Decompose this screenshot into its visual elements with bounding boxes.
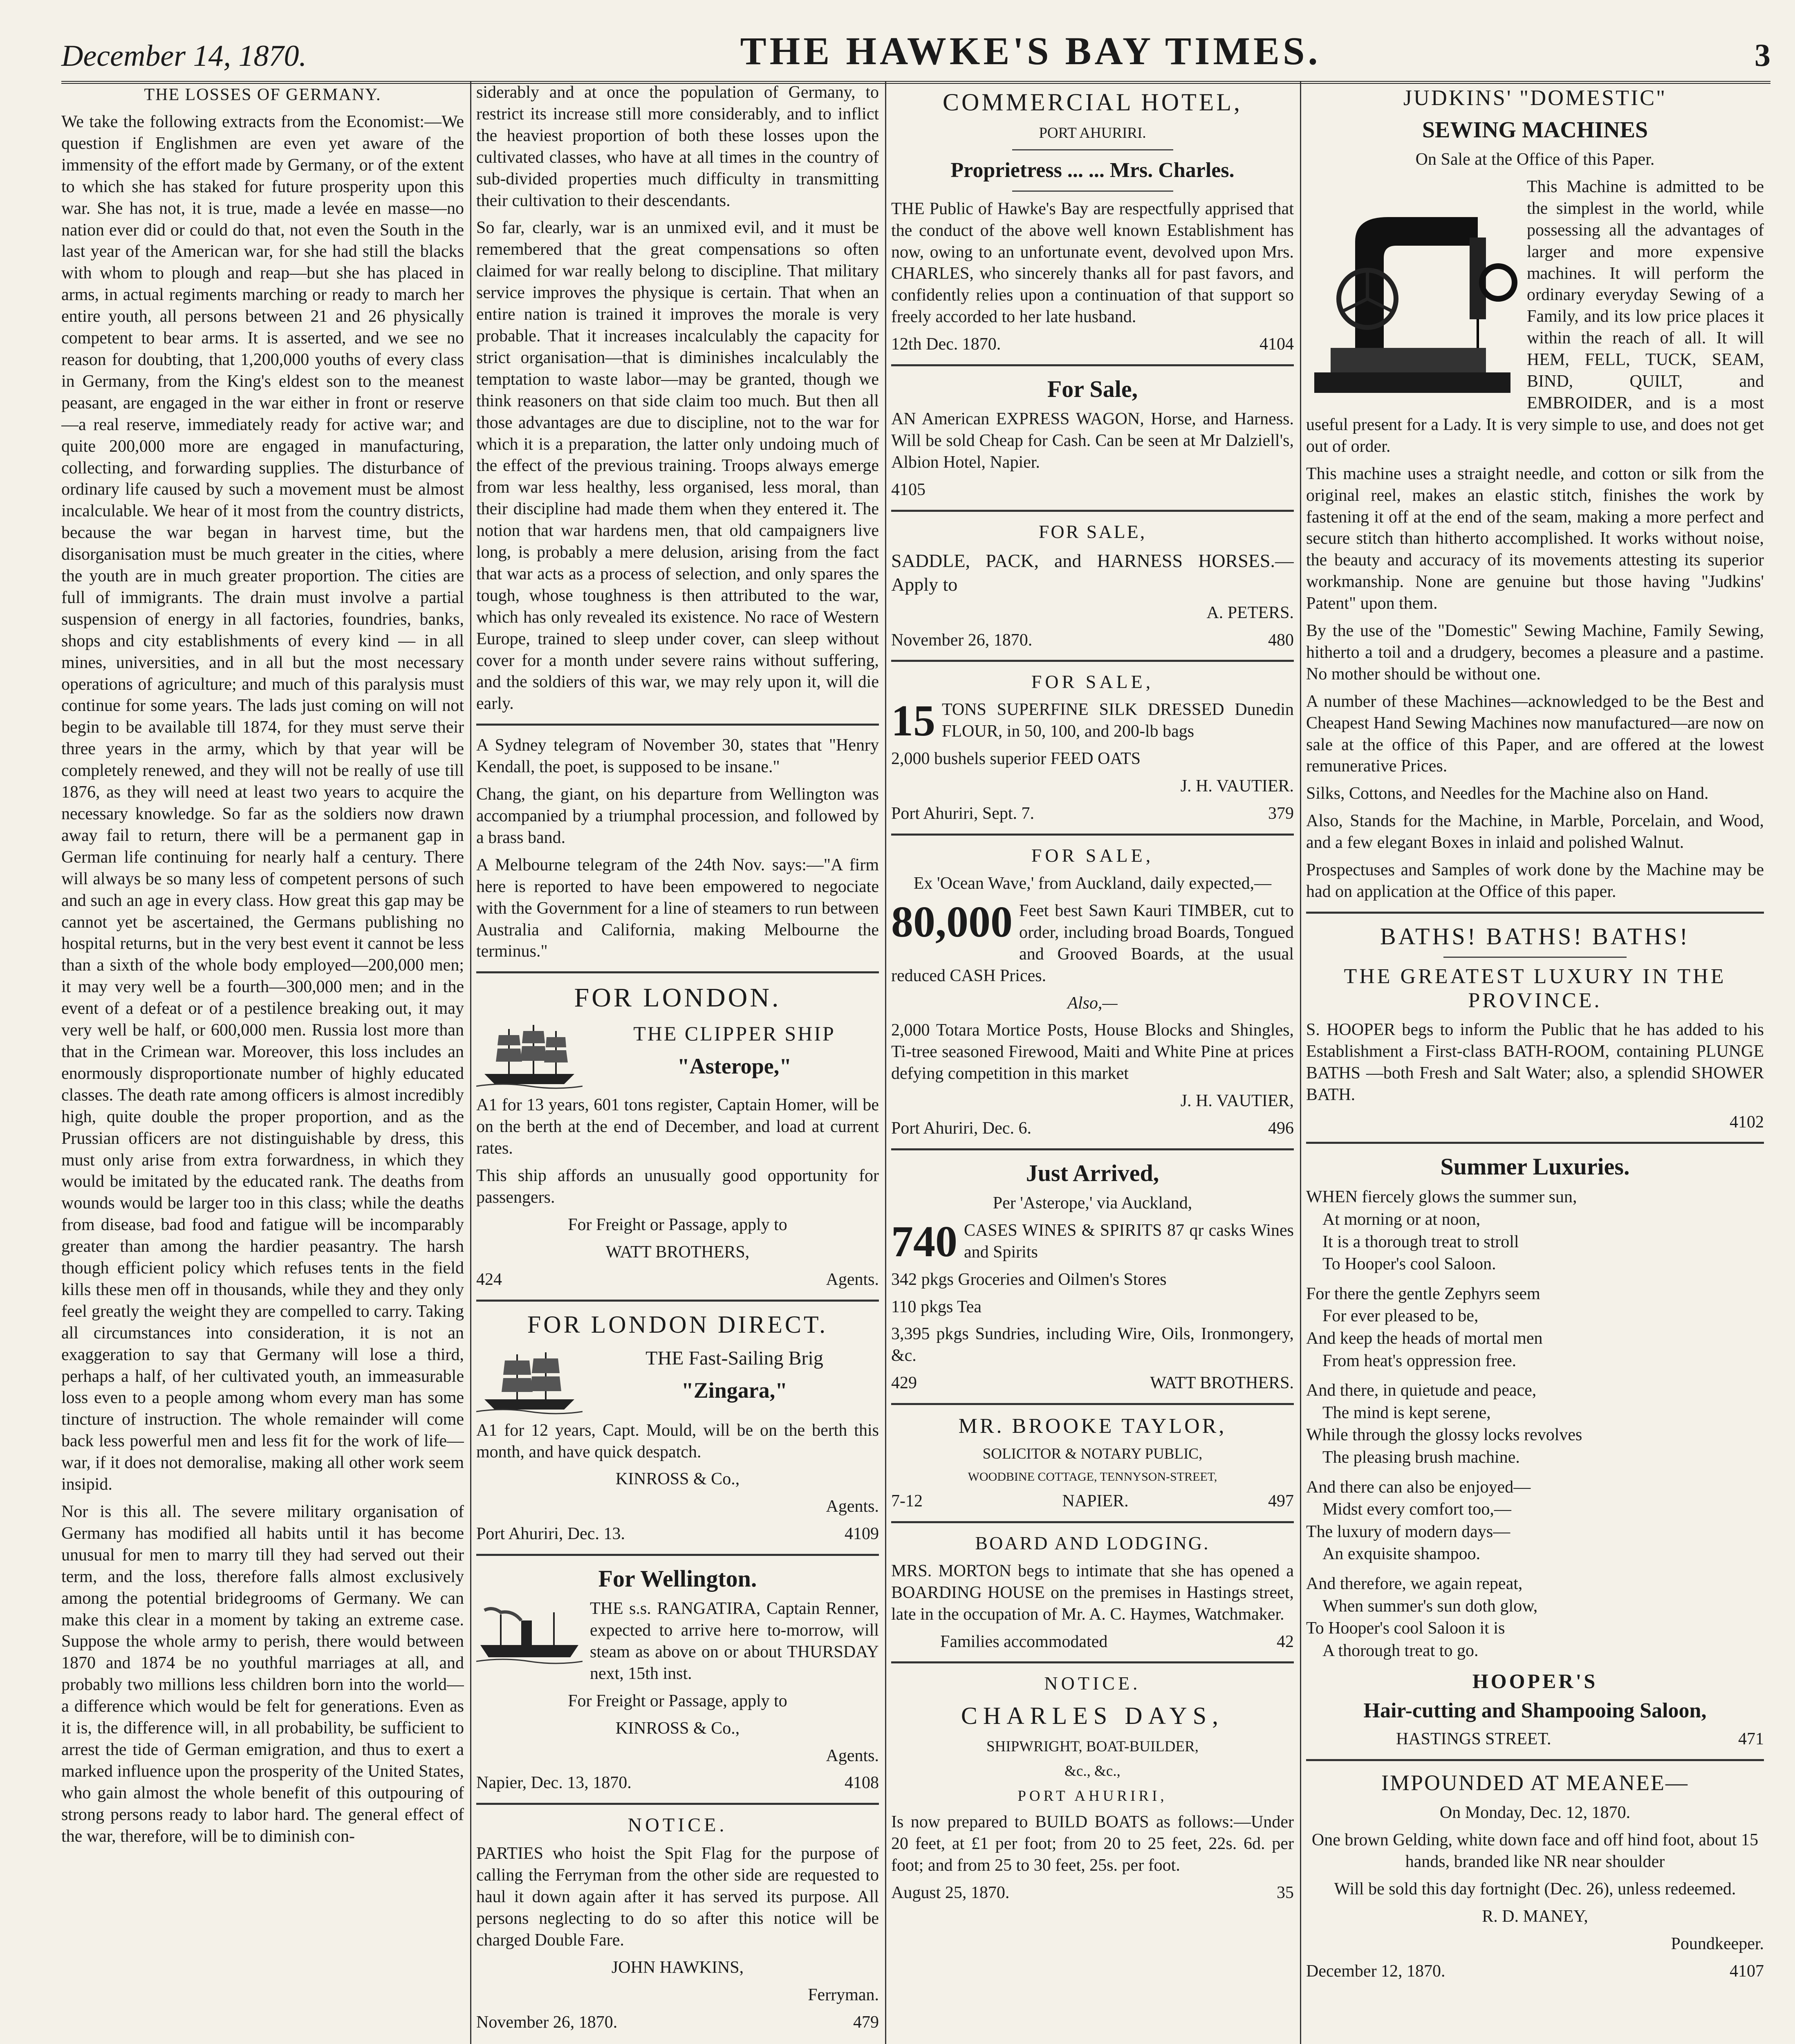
ad-text: MRS. MORTON begs to intimate that she has opened a BOARDING HOUSE on the premises in Hastings street, late in the occupation of Mr. A. C. Haymes, Watchmaker. [891, 1561, 1294, 1624]
poem-line: WHEN fiercely glows the summer sun, [1306, 1188, 1577, 1207]
ad-text: A number of these Machines—acknowledged to be the Best and Cheapest Hand Sewing Machines now manufactured—are now on sale at the office of this Paper, and are offered at the lowest remunerative Prices. [1306, 692, 1764, 776]
divider [476, 724, 879, 726]
poem-line: The luxury of modern days— [1306, 1522, 1510, 1541]
column-rule [885, 82, 886, 2044]
ad-text: CASES WINES & SPIRITS 87 qr casks Wines and Spirits [964, 1221, 1294, 1262]
ad-heading: MR. BROOKE TAYLOR, [958, 1414, 1227, 1438]
ad-brooke-taylor [891, 1414, 1294, 1512]
ad-london-direct [476, 1311, 879, 1545]
ad-date: August 25, 1870. [891, 1883, 1010, 1902]
ad-number: 4104 [1259, 335, 1294, 354]
ad-heading: Summer Luxuries. [1440, 1153, 1630, 1180]
ad-number: 4108 [845, 1773, 879, 1793]
ad-date: November 26, 1870. [891, 630, 1033, 650]
ad-proprietor: Proprietress ... ... Mrs. Charles. [950, 159, 1235, 182]
poem-line: It is a thorough treat to stroll [1322, 1232, 1519, 1251]
ad-heading: JUDKINS' "DOMESTIC" [1403, 85, 1667, 110]
poem [1306, 1186, 1764, 1662]
poem-verse [1306, 1573, 1764, 1662]
ad-number: 4105 [891, 480, 926, 499]
ad-date: 12th Dec. 1870. [891, 335, 1001, 354]
ad-business-name: HOOPER'S [1472, 1670, 1598, 1693]
ad-heading: FOR SALE, [1038, 521, 1147, 542]
ad-text: This ship affords an unusually good opportunity for passengers. [476, 1166, 879, 1207]
divider [891, 1661, 1294, 1663]
poem-line: From heat's oppression free. [1322, 1351, 1517, 1370]
ad-board-lodging [891, 1532, 1294, 1653]
divider [891, 1521, 1294, 1523]
ad-number: 424 [476, 1270, 502, 1289]
ad-subheading: SOLICITOR & NOTARY PUBLIC, [982, 1446, 1203, 1463]
poem-verse [1306, 1476, 1764, 1565]
poem-line: The pleasing brush machine. [1322, 1448, 1520, 1467]
ad-text: Feet best Sawn Kauri TIMBER, cut to order, including broad Boards, Tongued and Grooved Boards, at the usual reduced CASH Prices. [891, 901, 1294, 985]
article-heading: THE LOSSES OF GERMANY. [144, 85, 381, 104]
ad-line: 110 pkgs Tea [891, 1297, 982, 1316]
ad-also: Also,— [1067, 993, 1118, 1013]
ad-trade: SHIPWRIGHT, BOAT-BUILDER, [986, 1738, 1199, 1755]
poem-line: A thorough treat to go. [1322, 1641, 1479, 1660]
ad-heading: For Wellington. [598, 1565, 757, 1592]
ad-text: THE Public of Hawke's Bay are respectfully apprised that the conduct of the above well known Establishment has now, owing to an unfortunate event, devolved upon Mrs. CHARLES, who sincerely thanks all for past favors, and confidently relies upon a continuation of that support so freely accorded to her late husband. [891, 199, 1294, 327]
ship-line: THE Fast-Sailing Brig [645, 1347, 823, 1369]
ad-for-sale-flour [891, 671, 1294, 825]
poem-line: An exquisite shampoo. [1322, 1544, 1481, 1564]
ad-date: Port Ahuriri, Sept. 7. [891, 804, 1035, 823]
ad-text: A1 for 13 years, 601 tons register, Captain Homer, will be on the berth at the end of December, and load at current rates. [476, 1096, 879, 1158]
ad-summer-luxuries [1306, 1153, 1764, 1750]
ad-agents: Agents. [826, 1270, 879, 1289]
ad-text: 2,000 Totara Mortice Posts, House Blocks and Shingles, Ti-tree seasoned Firewood, Maiti and White Pine at prices defying competition in this market [891, 1021, 1294, 1083]
ad-number: 35 [1277, 1883, 1294, 1902]
ad-number: 42 [1277, 1632, 1294, 1651]
article-paragraph: We take the following extracts from the Economist:—We question if Englishmen are even yet aware of the immensity of the effort made by Germany, or of the extent to which she has staked for future prosperity upon this war. She has not, it is true, made a levée en masse—no nation ever did or could do that, not even the South in the last year of the American war, for she had still the blacks with whom to plough and reap—but she has placed in arms, in actual regiments marching or ready to march her entire youth, all persons between 21 and 26 physically competent to bear arms. It is asserted, and we see no reason for doubting, that 1,200,000 youths of every class in Germany, from the King's eldest son to the meanest peasant, are engaged in the war either in front or reserve—a real reserve, immediately ready for active war; and quite 200,000 more are engaged in manufacturing, collecting, and forwarding supplies. The disturbance of ordinary life caused by such a movement must be almost incalculable. We hear of it most from the country districts, because the war began in harvest time, but the disorganisation must be much greater in the cities, where the youth are in much greater proportion. The cities are full of immigrants. The drain must involve a partial suspension of energy in all factories, foundries, banks, shops and city establishments of every kind — in all mines, universities, and in all but the most necessary operations of agriculture; and much of this paralysis must continue for some years. The lads just coming on will not begin to be available till 1874, for they must serve their three years in the army, which by that year will be completely renewed, and they will not be really of use till 1876, as they will need at least two years to acquire the necessary knowledge. So far as the soldiers now drawn away fail to return, there will be a permanent gap in German life continuing for nearly half a century. There will always be so many less of competent persons of such and such an age in every class. How great this gap may be cannot yet be ascertained, the Germans publishing no hospital returns, but in the very best event it cannot be less than a sixth of the whole body employed—200,000 men; it may very well be a fourth—300,000 men; and in the event of a defeat or of a pestilence breaking out, it may very well be half, or 600,000 men. Russia lost more than that in the Crimean war. Moreover, this loss includes an enormously disproportionate number of highly educated classes. The death rate among officers is almost incredibly high, quite double the proper proportion, and as the Prussian officers are not distinguishable by dress, this must only arise from extra forwardness, in which they would be imitated by the educated rank. The deaths from wounds would be larger too in this class; while the deaths from disease, bad food and fatigue will be incomparably greater than among the hardier peasantry. The harsh though efficient policy which refuses tents in the field kills these men off in thousands, while they and they only feel greatly the weight they are compelled to carry. Taking all circumstances into consideration, it is not an exaggeration to say that Germany will lose a third, perhaps a half, of her cultivated youth, an immeasurable loss even to a people among whom every man has some tincture of instruction. The whole remainder will come back less powerful men and less fit for the work of life—war, if it does not demoralise, making all other work seem insipid. [61, 112, 464, 1494]
ad-text: One brown Gelding, white down face and off hind foot, about 15 hands, branded like NR near shoulder [1311, 1831, 1759, 1871]
ad-date: December 12, 1870. [1306, 1961, 1445, 1981]
ship-name: "Asterope," [677, 1054, 792, 1079]
divider [891, 660, 1294, 662]
column-2 [476, 82, 879, 2044]
ad-subheading: THE GREATEST LUXURY IN THE PROVINCE. [1344, 964, 1726, 1012]
ship-icon [476, 1021, 583, 1090]
poem-line: At morning or at noon, [1322, 1210, 1481, 1229]
ad-date: On Monday, Dec. 12, 1870. [1439, 1803, 1631, 1822]
ad-number: 4107 [1730, 1961, 1764, 1981]
newspaper-title: THE HAWKE'S BAY TIMES. [740, 29, 1321, 73]
divider [1012, 191, 1173, 192]
ad-name: JOHN HAWKINS, [611, 1958, 744, 1977]
ad-text: This Machine is admitted to be the simplest in the world, while possessing all the advantages of larger and more expensive machines. It will perform the ordinary everyday Sewing of a Family, and its low price places it within the reach of all. It will HEM, FELL, TUCK, SEAM, BIND, QUILT, and EMBROIDER, and is a most useful present for a Lady. It is very simple to use, and does not get out of order. [1306, 177, 1764, 456]
ad-text: A1 for 12 years, Capt. Mould, will be on the berth this month, and have quick despatch. [476, 1421, 879, 1461]
ad-number: 379 [1268, 804, 1294, 823]
ad-place: NAPIER. [1062, 1491, 1129, 1511]
news-note: A Melbourne telegram of the 24th Nov. says:—"A firm here is reported to have been empowered to negociate with the Government for a line of steamers to run between Australia and California, making Melbourne the terminus." [476, 855, 879, 961]
ad-place: Napier, Dec. 13, 1870. [476, 1773, 632, 1793]
ad-subheading: Per 'Asterope,' via Auckland, [993, 1193, 1192, 1213]
ad-number: 497 [1268, 1491, 1294, 1511]
ad-heading: COMMERCIAL HOTEL, [942, 89, 1243, 116]
poem-line: And therefore, we again repeat, [1306, 1574, 1523, 1593]
column-rule [470, 82, 471, 2044]
divider [891, 510, 1294, 512]
ad-name: CHARLES DAYS, [961, 1702, 1224, 1730]
sewing-machine-icon [1306, 176, 1519, 405]
poem-line: To Hooper's cool Saloon it is [1306, 1619, 1505, 1638]
divider [891, 834, 1294, 836]
ad-text: S. HOOPER begs to inform the Public that he has added to his Establishment a First-class BATH-ROOM, containing PLUNGE BATHS —both Fresh and Salt Water; also, a splendid SHOWER BATH. [1306, 1020, 1764, 1104]
ad-footnote: Families accommodated [940, 1632, 1108, 1651]
ship-line: THE CLIPPER SHIP [633, 1022, 836, 1045]
news-note: A Sydney telegram of November 30, states that "Henry Kendall, the poet, is supposed to be insane." [476, 736, 879, 777]
divider [1443, 957, 1627, 958]
ad-text: Will be sold this day fortnight (Dec. 26), unless redeemed. [1334, 1879, 1736, 1898]
ad-date: Port Ahuriri, Dec. 6. [891, 1119, 1031, 1138]
divider [476, 1300, 879, 1302]
poem-line: And there, in quietude and peace, [1306, 1381, 1537, 1400]
ad-heading: Just Arrived, [1026, 1159, 1159, 1186]
divider [1306, 1759, 1764, 1761]
poem-verse [1306, 1283, 1764, 1372]
poem-line: When summer's sun doth glow, [1322, 1596, 1538, 1616]
poem-verse [1306, 1186, 1764, 1275]
ad-big-number: 80,000 [891, 897, 1013, 946]
ad-street: HASTINGS STREET. [1396, 1730, 1551, 1749]
ad-sewing-machines [1306, 85, 1764, 903]
ad-place: PORT AHURIRI, [1017, 1787, 1168, 1804]
ad-text: AN American EXPRESS WAGON, Horse, and Harness. Will be sold Cheap for Cash. Can be seen at Mr Dalziell's, Albion Hotel, Napier. [891, 410, 1294, 472]
divider [891, 364, 1294, 366]
ad-address: WOODBINE COTTAGE, TENNYSON-STREET, [968, 1470, 1217, 1484]
ad-number: 4109 [845, 1524, 879, 1544]
ad-text: By the use of the "Domestic" Sewing Machine, Family Sewing, hitherto a toil and a drudgery, becomes a pleasure and a pastime. No mother should be without one. [1306, 621, 1764, 684]
ad-text: Also, Stands for the Machine, in Marble, Porcelain, and Wood, and a few elegant Boxes in inlaid and polished Walnut. [1306, 811, 1764, 852]
steamship-icon [476, 1598, 583, 1667]
ad-subheading: PORT AHURIRI. [1039, 125, 1146, 141]
ad-text: Silks, Cottons, and Needles for the Machine also on Hand. [1306, 784, 1709, 803]
ad-text: THE s.s. RANGATIRA, Captain Renner, expected to arrive here to-morrow, will steam as above on or about THURSDAY next, 15th inst. [590, 1599, 879, 1683]
divider [1012, 149, 1173, 150]
ad-agents: Agents. [826, 1746, 879, 1765]
ad-apply: For Freight or Passage, apply to [568, 1691, 787, 1710]
ad-heading: IMPOUNDED AT MEANEE— [1381, 1771, 1689, 1795]
ad-text: Is now prepared to BUILD BOATS as follows:—Under 20 feet, at £1 per foot; from 20 to 25 feet, 22s. 6d. per foot; and from 25 to 30 feet, 25s. per foot. [891, 1812, 1294, 1875]
poem-line: While through the glossy locks revolves [1306, 1425, 1582, 1445]
poem-line: And keep the heads of mortal men [1306, 1329, 1543, 1348]
ship-icon [476, 1346, 583, 1416]
ad-ferry-notice [476, 1814, 879, 2033]
ad-name: A. PETERS. [1206, 603, 1294, 622]
article-paragraph: siderably and at once the population of Germany, to restrict its increase still more considerably, and to inflict the heaviest proportion of both these losses upon the cultivated classes, who have at all times in the country of sub-divided properties much difficulty in transmitting their cultivation to their descendants. [476, 83, 879, 210]
ad-just-arrived [891, 1159, 1294, 1394]
ad-name: WATT BROTHERS. [1150, 1374, 1294, 1393]
ad-big-number: 15 [891, 697, 935, 746]
column-4 [1306, 82, 1764, 2044]
news-note: Chang, the giant, on his departure from Wellington was accompanied by a triumphal procession, and followed by a brass band. [476, 785, 879, 847]
ad-text: TONS SUPERFINE SILK DRESSED Dunedin FLOUR, in 50, 100, and 200-lb bags [942, 700, 1294, 741]
ad-number: 429 [891, 1374, 917, 1393]
ad-place: Port Ahuriri, Dec. 13. [476, 1524, 625, 1544]
ad-apply: For Freight or Passage, apply to [568, 1215, 787, 1234]
poem-line: And there can also be enjoyed— [1306, 1477, 1531, 1497]
ad-subheading: Ex 'Ocean Wave,' from Auckland, daily expected,— [913, 874, 1272, 893]
ad-heading: BATHS! BATHS! BATHS! [1380, 923, 1690, 950]
ad-heading: FOR SALE, [1031, 671, 1154, 693]
divider [1306, 912, 1764, 914]
poem-line: To Hooper's cool Saloon. [1322, 1255, 1496, 1274]
ad-number: 496 [1268, 1119, 1294, 1138]
ad-name: R. D. MANEY, [1482, 1907, 1588, 1926]
page-number: 3 [1754, 37, 1770, 73]
ad-line: 3,395 pkgs Sundries, including Wire, Oils, Ironmongery, &c. [891, 1325, 1294, 1365]
ad-agent: KINROSS & Co., [615, 1719, 740, 1738]
column-rule [1300, 82, 1301, 2044]
ad-heading: BOARD AND LODGING. [975, 1532, 1210, 1553]
ad-agent: KINROSS & Co., [615, 1470, 740, 1489]
ad-subheading: On Sale at the Office of this Paper. [1415, 150, 1655, 169]
divider [891, 1403, 1294, 1405]
ad-heading: FOR LONDON DIRECT. [527, 1311, 828, 1338]
ship-name: "Zingara," [681, 1378, 788, 1403]
ad-etc: &c., &c., [1064, 1763, 1120, 1780]
poem-verse [1306, 1379, 1764, 1468]
ad-name: J. H. VAUTIER. [1180, 777, 1294, 796]
issue-date: December 14, 1870. [61, 39, 307, 73]
divider [1306, 1142, 1764, 1144]
ad-name: J. H. VAUTIER, [1180, 1091, 1294, 1111]
ad-text: This machine uses a straight needle, and cotton or silk from the original reel, makes an elastic stitch, finishes the work by fastening it off at the end of the seam, making a more perfect and secure stitch than hitherto accomplished. It works without noise, the beauty and accuracy of its movements attesting its superior workmanship. None are genuine but those having "Judkins' Patent" upon them. [1306, 464, 1764, 613]
ad-heading: NOTICE. [1044, 1673, 1141, 1694]
ad-for-sale-wagon [891, 375, 1294, 501]
article-paragraph: Nor is this all. The severe military organisation of Germany has modified all habits until it has become unusual for men to marry till they had served out their term, and the loss, therefore falls almost exclusively among the potential bridegrooms of Germany. We can make this clear in a moment by taking an extreme case. Suppose the whole army to perish, there would between 1870 and 1874 be no youthful marriages at all, and probably two millions less children born into the world—a difference which would be felt for generations. Even as it is, the difference will, in all probability, be sufficient to arrest the tide of German emigration, and thus to exert a marked influence upon the prosperity of the United States, who gain almost the whole benefit of this outpouring of strong persons ready to labor hard. The general effect of the war, therefore, will be to diminish con- [61, 1502, 464, 1846]
ad-heading: NOTICE. [627, 1814, 728, 1836]
ad-impounded [1306, 1770, 1764, 1982]
ad-number: 480 [1268, 630, 1294, 650]
ad-heading: FOR SALE, [1031, 845, 1154, 866]
ad-for-sale-timber [891, 845, 1294, 1139]
ad-text: PARTIES who hoist the Spit Flag for the purpose of calling the Ferryman from the other side are requested to haul it down again after it has served its purpose. All persons neglecting to do so after this notice will be charged Double Fare. [476, 1844, 879, 1950]
ad-line: 342 pkgs Groceries and Oilmen's Stores [891, 1270, 1167, 1289]
ad-charles-days [891, 1672, 1294, 1903]
ad-date: November 26, 1870. [476, 2013, 618, 2032]
ad-heading: FOR LONDON. [574, 983, 781, 1013]
divider [476, 1803, 879, 1805]
masthead [61, 16, 1770, 84]
divider [476, 971, 879, 973]
ad-number: 4102 [1730, 1112, 1764, 1132]
ad-agents: Agents. [826, 1497, 879, 1516]
ad-role: Ferryman. [808, 1985, 879, 2004]
poem-line: For there the gentle Zephyrs seem [1306, 1284, 1540, 1303]
ad-agent: WATT BROTHERS, [605, 1242, 750, 1262]
poem-line: For ever pleased to be, [1322, 1307, 1479, 1326]
ad-text: SADDLE, PACK, and HARNESS HORSES.—Apply to [891, 550, 1294, 595]
ad-ref: 7-12 [891, 1491, 923, 1511]
ad-number: 479 [853, 2013, 879, 2032]
column-1 [61, 82, 464, 2044]
poem-line: Midst every comfort too,— [1322, 1500, 1511, 1519]
ad-number: 471 [1738, 1730, 1764, 1749]
article-paragraph: So far, clearly, war is an unmixed evil, and it must be remembered that the great compensations so often claimed for war really belong to discipline. That military service improves the physique is certain. That when an entire nation is trained it improves the morale is very probable. That it increases incalculably the capacity for strict organisation—that is diminishes incalculably the temptation to waste labor—may be granted, though we think reasoners on that side claim too much. But then all those advantages are due to discipline, not to the war for which it is a preparation, the latter only undoing much of the effect of the previous training. Troops always emerge from war less healthy, less organised, less moral, than their discipline had made them when they entered it. The notion that war hardens men, that old campaigners live long, is probably a mere delusion, arising from the fact that war acts as a process of selection, and only spares the tough, whose toughness is then attributed to the war, which has only revealed its existence. No race of Western Europe, trained to sleep under cover, can sleep without cover for a month under severe rains without suffering, and the soldiers of this war, we may rely upon it, will die early. [476, 218, 879, 713]
ad-heading-2: SEWING MACHINES [1422, 117, 1648, 143]
column-3 [891, 82, 1294, 2044]
ad-for-london [476, 982, 879, 1290]
poem-line: The mind is kept serene, [1322, 1403, 1491, 1422]
ad-commercial-hotel [891, 88, 1294, 355]
divider [476, 1554, 879, 1556]
ad-text: Prospectuses and Samples of work done by the Machine may be had on application at the Office of this paper. [1306, 861, 1764, 901]
ad-role: Poundkeeper. [1671, 1934, 1764, 1953]
ad-wellington [476, 1565, 879, 1794]
ad-heading: For Sale, [1047, 376, 1138, 403]
ad-big-number: 740 [891, 1217, 957, 1266]
ad-for-sale-horses [891, 521, 1294, 651]
ad-text: 2,000 bushels superior FEED OATS [891, 749, 1141, 769]
divider [891, 1148, 1294, 1150]
ad-business-name-2: Hair-cutting and Shampooing Saloon, [1363, 1699, 1707, 1723]
ad-baths [1306, 923, 1764, 1133]
